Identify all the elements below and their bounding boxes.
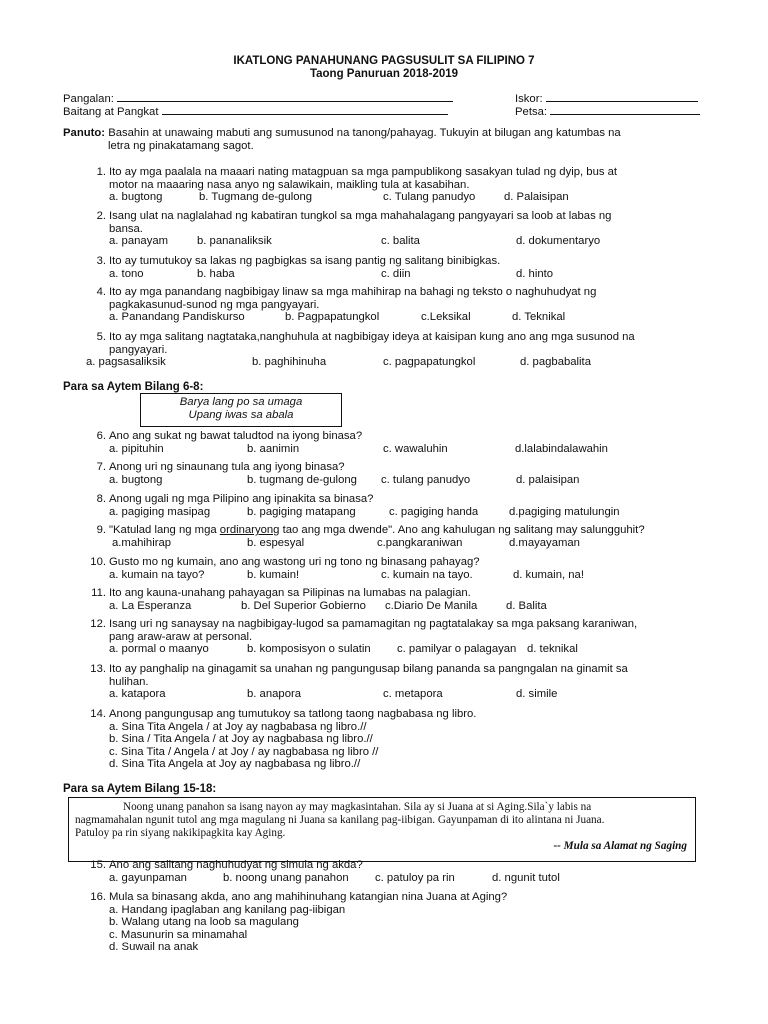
option-c[interactable]: c.Leksikal [421, 311, 471, 324]
question-12 [86, 618, 706, 656]
question-number: 3. [96, 255, 106, 267]
option-a[interactable]: a. gayunpaman [109, 871, 187, 884]
question-number: 7. [96, 461, 106, 473]
option-b[interactable]: b. noong unang panahon [223, 871, 349, 884]
passage-line-3: Patuloy pa rin siyang nakikipagkita kay Aging. [75, 826, 286, 839]
question-number: 8. [96, 493, 106, 505]
poem-line-2: Upang iwas sa abala [188, 409, 294, 421]
option-d[interactable]: d. Sina Tita Angela at Joy ay nagbabasa ng libro.// [109, 758, 361, 771]
option-b[interactable]: b. anapora [247, 688, 302, 701]
option-c[interactable]: c. balita [381, 235, 420, 248]
question-number: 15. [90, 859, 106, 871]
date-label: Petsa: [515, 106, 548, 118]
question-stem: Anong pangungusap ang tumutukoy sa tatlong taong nagbabasa ng libro. [109, 708, 477, 720]
passage-line-2: nagmamahalan ngunit tutol ang mga magulang ni Juana sa kanilang pag-iibigan. Gayunpaman di ito alintana ni Juana. [75, 813, 605, 826]
option-a[interactable]: a. Handang ipaglaban ang kanilang pag-iibigan [109, 903, 346, 916]
option-b[interactable]: b. kumain! [247, 568, 300, 581]
question-stem: Ito ay panghalip na ginagamit sa unahan ng pangungusap bilang pananda sa pangngalan na ginamit sa [109, 663, 628, 675]
question-3 [86, 255, 706, 281]
name-label: Pangalan: [63, 93, 114, 105]
option-c[interactable]: c. patuloy pa rin [375, 871, 455, 884]
question-15 [86, 859, 706, 885]
question-stem: Mula sa binasang akda, ano ang mahihinuhang katangian nina Juana at Aging? [109, 891, 508, 903]
question-13 [86, 663, 706, 701]
option-b[interactable]: b. paghihinuha [252, 356, 327, 369]
option-d[interactable]: d. kumain, na! [513, 568, 584, 581]
option-b[interactable]: b. Walang utang na loob sa magulang [109, 916, 299, 929]
option-b[interactable]: b. haba [197, 267, 235, 280]
poem-line-1: Barya lang po sa umaga [179, 396, 303, 408]
option-a[interactable]: a. pormal o maanyo [109, 643, 209, 656]
option-b[interactable]: b. Tugmang de-gulong [199, 191, 313, 204]
option-c[interactable]: c. Sina Tita / Angela / at Joy / ay nagbabasa ng libro // [109, 745, 379, 758]
question-4 [86, 286, 706, 324]
option-d[interactable]: d. palaisipan [516, 473, 580, 486]
question-stem: pagkakasunud-sunod ng mga pangyayari. [109, 298, 320, 311]
option-d[interactable]: d. Balita [506, 599, 547, 612]
question-stem: Gusto mo ng kumain, ano ang wastong uri ng tono ng binasang pahayag? [109, 556, 480, 568]
option-c[interactable]: c. pagpapatungkol [383, 356, 476, 369]
instructions-label: Panuto: [63, 127, 106, 139]
option-c[interactable]: c. metapora [383, 688, 443, 701]
passage-line-1: Noong unang panahon sa isang nayon ay may magkasintahan. Sila ay si Juana at si Aging.Sila`y labis na [123, 801, 592, 813]
passage-box [68, 797, 696, 862]
question-stem: Ito ay mga salitang nagtataka,nanghuhula at nagbibigay ideya at kaisipan kung ano ang mga susunod na [109, 331, 635, 343]
option-d[interactable]: d. hinto [516, 267, 554, 280]
passage-source: -- Mula sa Alamat ng Saging [553, 840, 687, 853]
question-number: 14. [90, 708, 106, 720]
score-field[interactable] [515, 91, 698, 105]
date-line [550, 104, 700, 115]
grade-section-line [162, 104, 448, 115]
option-d[interactable]: d. pagbabalita [520, 356, 591, 369]
underlined-word: ordinaryong [219, 524, 280, 536]
question-8 [86, 493, 706, 519]
option-a[interactable]: a. Sina Tita Angela / at Joy ay nagbabasa ng libro.// [109, 720, 367, 733]
date-field[interactable] [515, 104, 700, 118]
question-stem: Ito ang kauna-unahang pahayagan sa Pilipinas na lumabas na palagian. [109, 587, 471, 599]
stem-part: tao ang mga dwende". Ano ang kahulugan ng salitang may salungguhit? [279, 524, 645, 536]
question-stem: bansa. [109, 222, 143, 235]
option-c[interactable]: c. pamilyar o palagayan [397, 643, 517, 656]
question-number: 13. [90, 663, 106, 675]
option-d[interactable]: d. Suwail na anak [109, 941, 199, 954]
question-1 [86, 166, 706, 204]
question-stem: Isang uri ng sanaysay na nagbibigay-lugod sa pamamagitan ng pagtatalakay sa mga paksang karaniwan, [109, 618, 638, 630]
question-number: 12. [90, 618, 106, 630]
poem-box [140, 393, 342, 427]
question-stem: Ano ang salitang naghuhudyat ng simula ng akda? [109, 859, 363, 871]
question-11 [86, 587, 706, 613]
option-a[interactable]: a. bugtong [109, 191, 163, 204]
option-c[interactable]: c.pangkaraniwan [377, 536, 463, 549]
option-d[interactable]: d. Palaisipan [504, 191, 569, 204]
question-number: 6. [96, 430, 106, 442]
question-7 [86, 461, 706, 487]
question-9 [86, 524, 706, 550]
option-b[interactable]: b. pananaliksik [197, 235, 272, 248]
option-a[interactable]: a. kumain na tayo? [109, 568, 205, 581]
score-label: Iskor: [515, 93, 543, 105]
option-a[interactable]: a.mahihirap [112, 536, 172, 549]
exam-title: IKATLONG PANAHUNANG PAGSUSULIT SA FILIPINO 7 [233, 55, 535, 67]
question-number: 11. [91, 587, 106, 599]
question-stem: Isang ulat na naglalahad ng kabatiran tungkol sa mga mahahalagang pangyayari sa loob at labas ng [109, 210, 612, 222]
option-a[interactable]: a. tono [109, 267, 144, 280]
question-10 [86, 556, 706, 582]
question-stem: Anong uri ng sinaunang tula ang iyong binasa? [109, 461, 345, 473]
question-number: 1. [96, 166, 106, 178]
question-stem: pangyayari. [109, 343, 168, 356]
option-b[interactable]: b. komposisyon o sulatin [247, 643, 371, 656]
question-stem: Ito ay mga paalala na maaari nating matagpuan sa mga pampublikong sasakyan tulad ng dyip, bus at [109, 166, 618, 178]
option-b[interactable]: b. tugmang de-gulong [247, 473, 357, 486]
option-c[interactable]: c. wawaluhin [383, 442, 448, 455]
option-d[interactable]: d. Teknikal [512, 311, 566, 324]
option-d[interactable]: d.pagiging matulungin [509, 505, 620, 518]
question-stem: Ano ang sukat ng bawat taludtod na iyong binasa? [109, 430, 363, 442]
name-line [117, 91, 453, 102]
instructions-text-2: letra ng pinakatamang sagot. [108, 140, 254, 152]
stem-part: "Katulad lang ng mga [109, 524, 220, 536]
option-c[interactable]: c.Diario De Manila [385, 599, 478, 612]
question-stem: Ito ay tumutukoy sa lakas ng pagbigkas sa isang pantig ng salitang binibigkas. [109, 255, 501, 267]
option-a[interactable]: a. Panandang Pandiskurso [109, 311, 245, 324]
option-b[interactable]: b. espesyal [247, 536, 305, 549]
option-b[interactable]: b. Pagpapatungkol [285, 311, 380, 324]
option-c[interactable]: c. Masunurin sa minamahal [109, 928, 248, 941]
option-d[interactable]: d. ngunit tutol [492, 871, 560, 884]
question-stem [109, 524, 706, 537]
question-number: 16. [90, 891, 106, 903]
question-14 [86, 708, 706, 771]
question-16 [86, 891, 706, 954]
question-number: 5. [96, 331, 106, 343]
option-d[interactable]: d. dokumentaryo [516, 235, 601, 248]
option-d[interactable]: d.lalabindalawahin [515, 442, 608, 455]
option-a[interactable]: a. bugtong [109, 473, 163, 486]
option-d[interactable]: d. teknikal [527, 643, 578, 656]
option-b[interactable]: b. Sina / Tita Angela / at Joy ay nagbabasa ng libro.// [109, 733, 373, 746]
question-stem: Anong ugali ng mga Pilipino ang ipinakita sa binasa? [109, 493, 374, 505]
option-a[interactable]: a. pagsasaliksik [86, 356, 166, 369]
option-b[interactable]: b. aanimin [247, 442, 300, 455]
option-d[interactable]: d.mayayaman [509, 536, 580, 549]
section-heading-15-18: Para sa Aytem Bilang 15-18: [63, 783, 217, 795]
option-d[interactable]: d. simile [516, 688, 558, 701]
question-2 [86, 210, 706, 248]
instructions [63, 127, 723, 153]
name-field[interactable] [63, 91, 453, 105]
option-b[interactable]: b. Del Superior Gobierno [241, 599, 366, 612]
option-a[interactable]: a. katapora [109, 688, 166, 701]
question-number: 4. [96, 286, 106, 298]
option-a[interactable]: a. pagiging masipag [109, 505, 211, 518]
exam-subtitle: Taong Panuruan 2018-2019 [309, 68, 459, 80]
option-c[interactable]: c. kumain na tayo. [381, 568, 473, 581]
option-c[interactable]: c. tulang panudyo [381, 473, 471, 486]
option-a[interactable]: a. pipituhin [109, 442, 164, 455]
option-c[interactable]: c. Tulang panudyo [383, 191, 476, 204]
grade-section-label: Baitang at Pangkat [63, 106, 159, 118]
option-a[interactable]: a. La Esperanza [109, 599, 192, 612]
instructions-text-1: Basahin at unawaing mabuti ang sumusunod na tanong/pahayag. Tukuyin at bilugan ang katumbas na [108, 127, 621, 139]
score-line [546, 91, 698, 102]
question-number: 9. [96, 524, 106, 536]
question-stem: Ito ay mga panandang nagbibigay linaw sa mga mahihirap na bahagi ng teksto o naghuhudyat ng [109, 286, 597, 298]
question-5 [86, 331, 706, 369]
section-heading-6-8: Para sa Aytem Bilang 6-8: [63, 381, 204, 393]
grade-section-field[interactable] [63, 104, 448, 118]
question-number: 2. [96, 210, 106, 222]
question-stem: hulihan. [109, 675, 149, 688]
question-stem: motor na maaaring nasa anyo ng salawikain, maikling tula at kasabihan. [109, 178, 470, 191]
option-b[interactable]: b. pagiging matapang [247, 505, 356, 518]
question-stem: pang araw-araw at personal. [109, 630, 253, 643]
question-number: 10. [90, 556, 106, 568]
option-a[interactable]: a. panayam [109, 235, 169, 248]
option-c[interactable]: c. pagiging handa [389, 505, 479, 518]
question-6 [86, 430, 706, 456]
option-c[interactable]: c. diin [381, 267, 411, 280]
